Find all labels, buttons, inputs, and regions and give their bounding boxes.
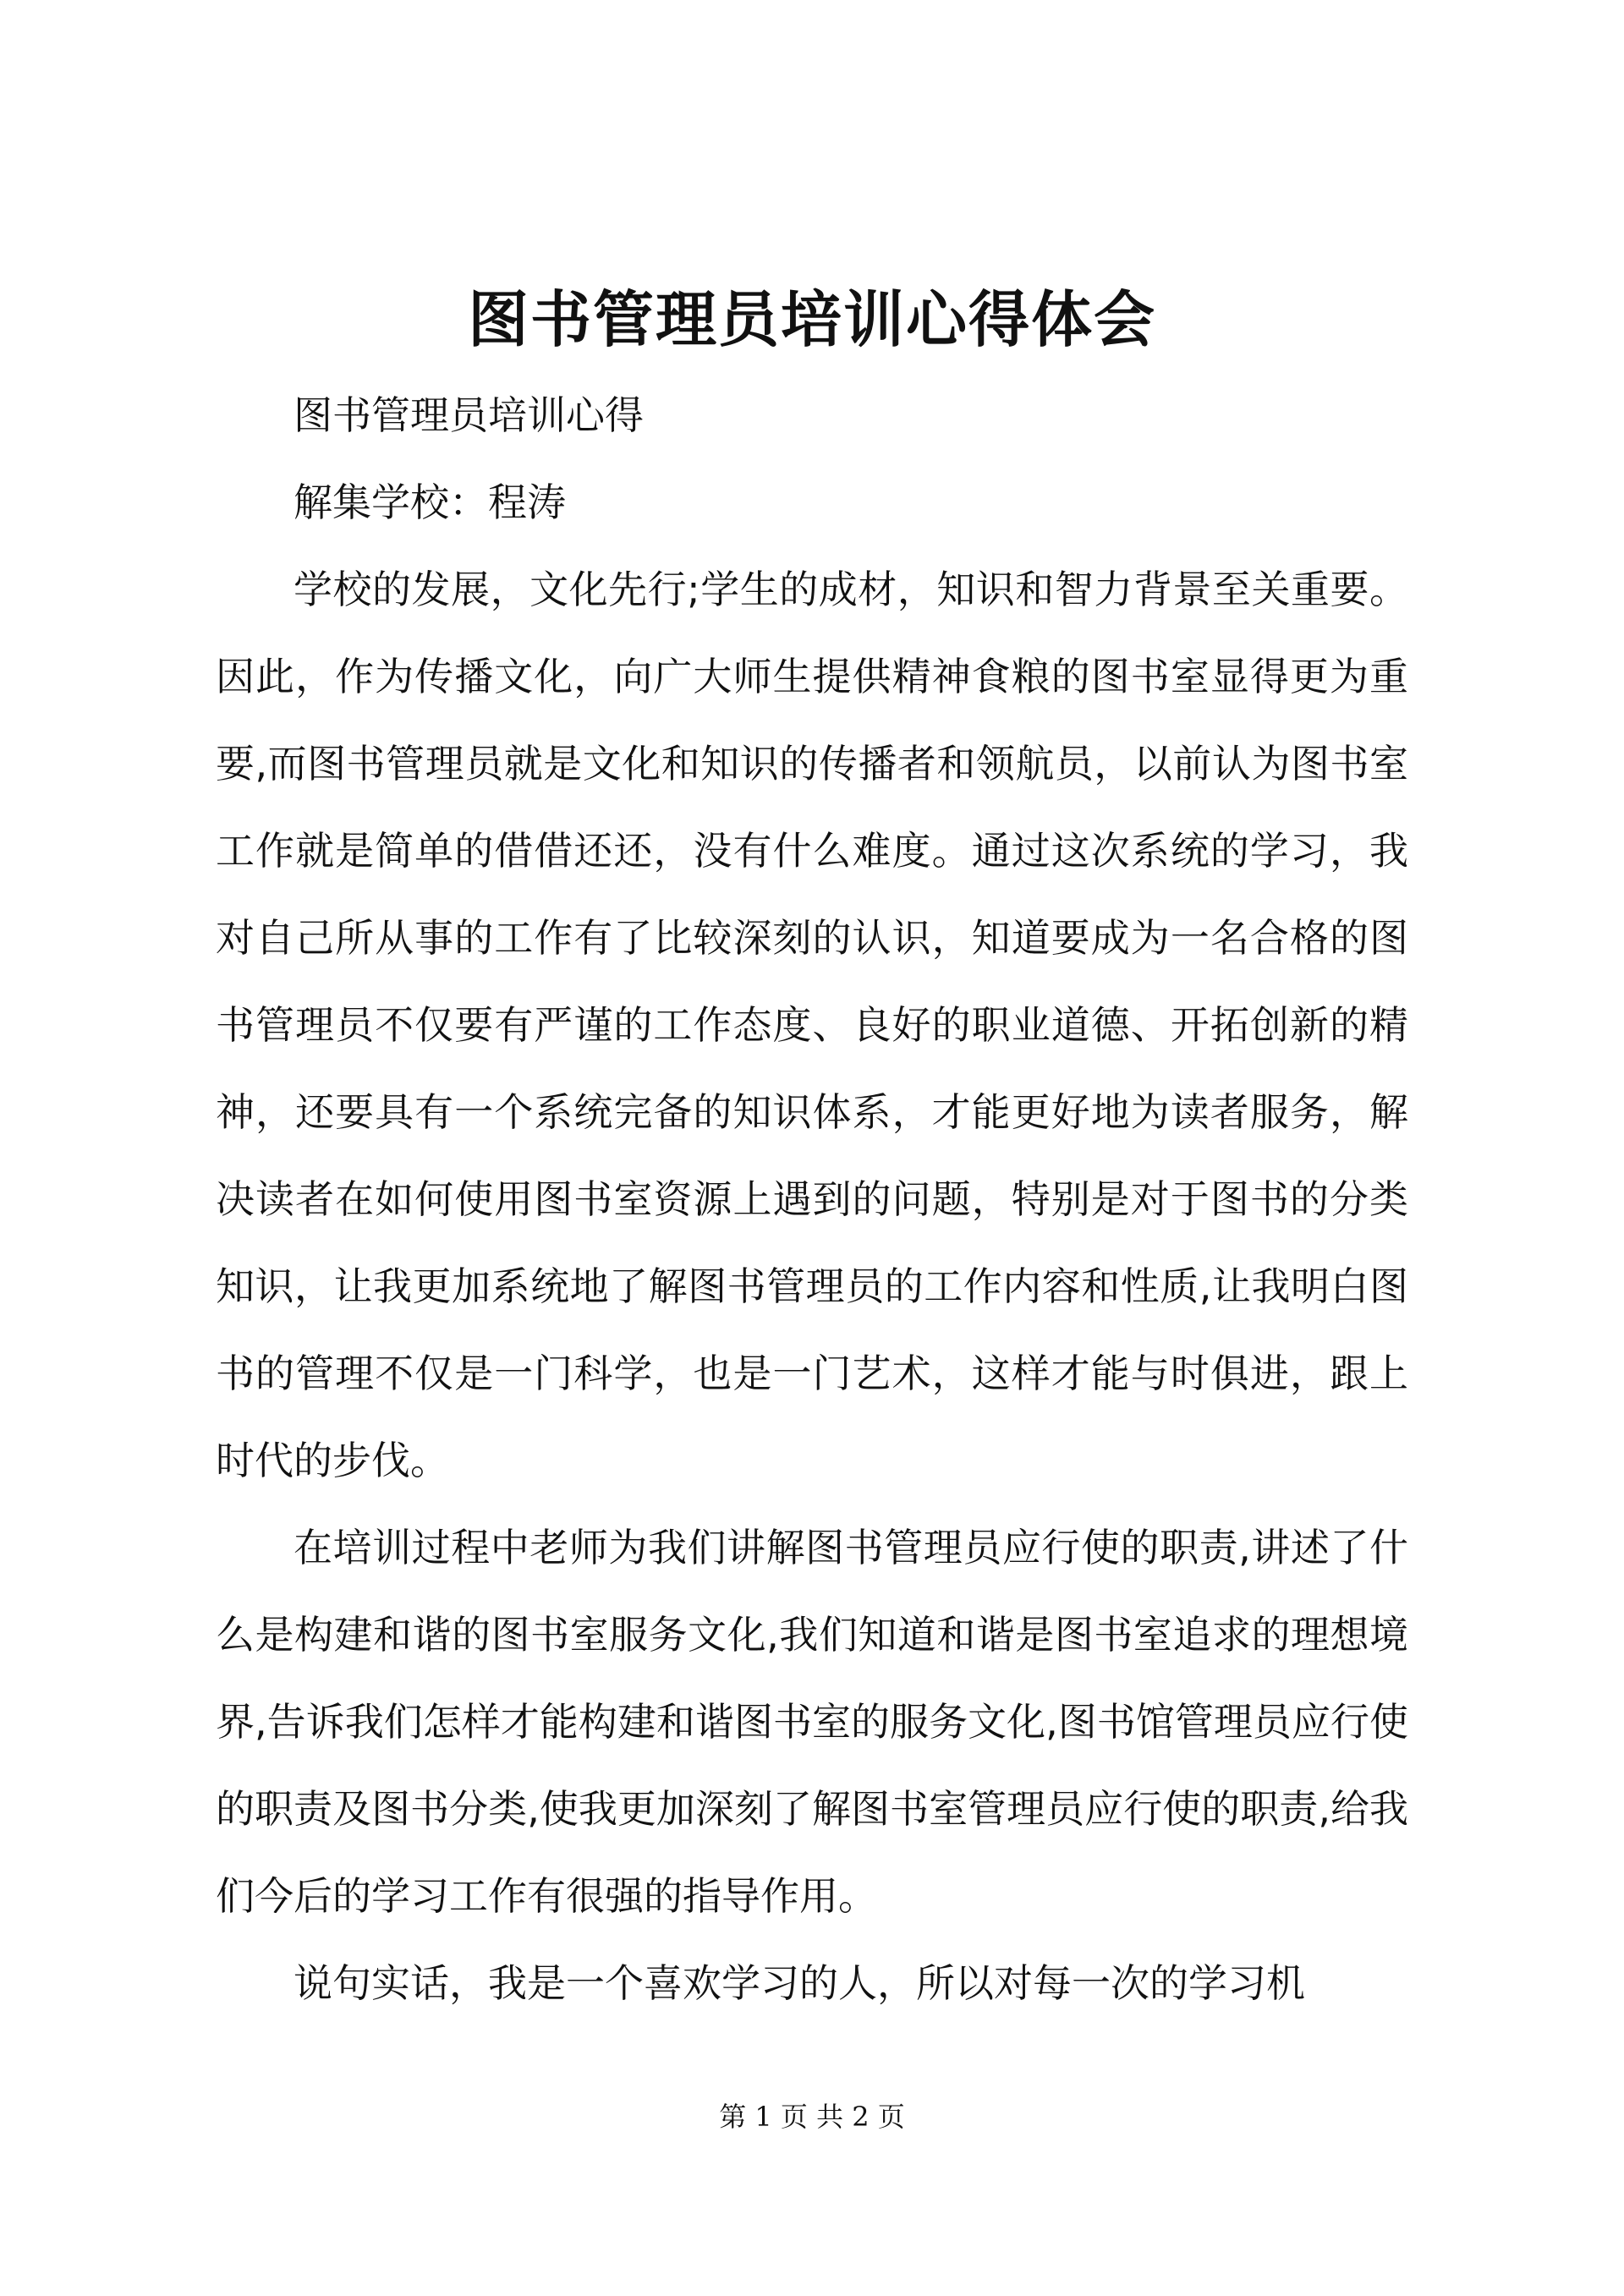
author-paragraph: 解集学校：程涛	[294, 479, 566, 525]
body-paragraph: 学校的发展，文化先行;学生的成材，知识和智力背景至关重要。因此，作为传播文化，向广大师生提供精神食粮的图书室显得更为重要,而图书管理员就是文化和知识的传播者和领航员，以前认为图书室工作就是简单的借借还还，没有什么难度。通过这次系统的学习，我对自己所从事的工作有了比较深刻的认识，知道要成为一名合格的图书管理员不仅要有严谨的工作态度、良好的职业道德、开拓创新的精神，还要具有一个系统完备的知识体系，才能更好地为读者服务，解决读者在如何使用图书室资源上遇到的问题，特别是对于图书的分类知识，让我更加系统地了解图书管理员的工作内容和性质,让我明白图书的管理不仅是一门科学，也是一门艺术，这样才能与时俱进，跟上时代的步伐。	[216, 567, 1408, 1483]
body-paragraph: 说句实话，我是一个喜欢学习的人，所以对每一次的学习机	[294, 1960, 1305, 2006]
body-paragraph: 在培训过程中老师为我们讲解图书管理员应行使的职责,讲述了什么是构建和谐的图书室服务文化,我们知道和谐是图书室追求的理想境界,告诉我们怎样才能构建和谐图书室的服务文化,图书馆管理员应行使的职责及图书分类,使我更加深刻了解图书室管理员应行使的职责,给我们今后的学习工作有很强的指导作用。	[216, 1525, 1408, 1919]
document-body	[216, 372, 1408, 2027]
subtitle-paragraph: 图书管理员培训心得	[294, 392, 644, 438]
page-number-footer: 第 1 页 共 2 页	[719, 2101, 905, 2133]
document-title: 图书管理员培训心得体会	[467, 283, 1156, 355]
